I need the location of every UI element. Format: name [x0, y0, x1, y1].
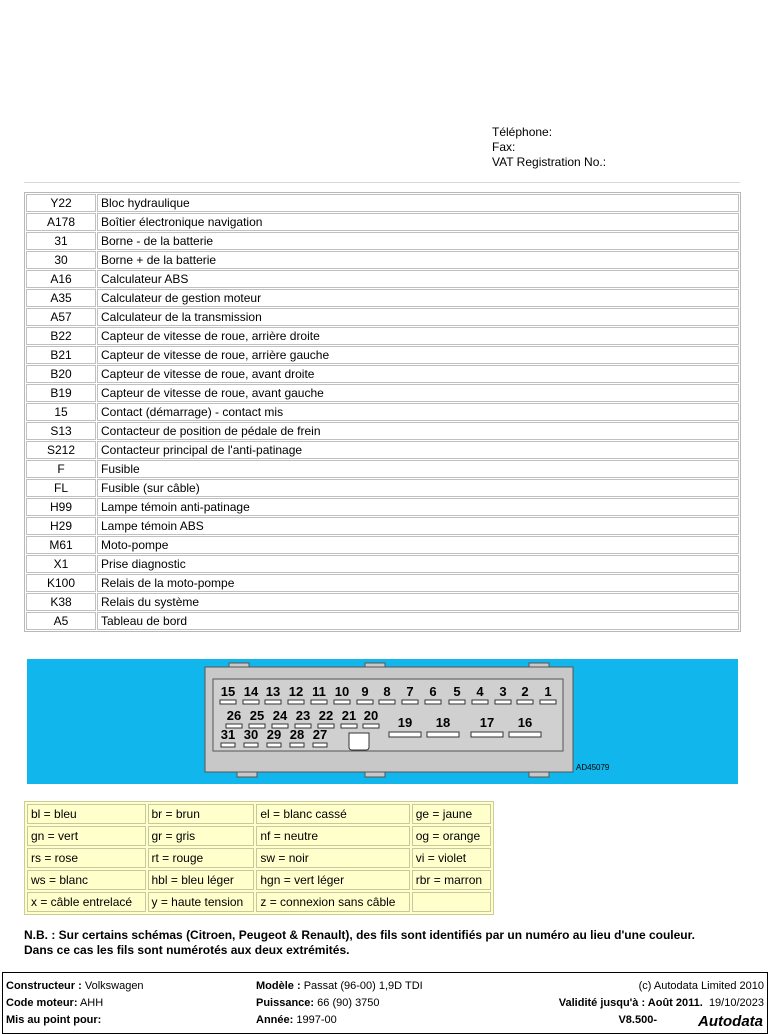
color-cell: br = brun [148, 804, 255, 824]
pin-label: 14 [243, 684, 259, 699]
pin-label: 17 [479, 715, 495, 730]
legend-row [26, 498, 739, 516]
pin-label: 8 [383, 684, 391, 699]
pin-label: 25 [249, 708, 265, 723]
pin-label: 22 [318, 708, 334, 723]
pin-slot [495, 700, 511, 704]
pin-label: 11 [312, 684, 326, 699]
color-row [27, 804, 491, 824]
color-cell: x = câble entrelacé [27, 892, 146, 912]
color-row [27, 892, 491, 912]
pin-label: 27 [312, 727, 328, 742]
pin-slot [220, 700, 236, 704]
pin-label: 30 [243, 727, 259, 742]
legend-row [26, 346, 739, 364]
pin-slot [425, 700, 441, 704]
legend-description: Capteur de vitesse de roue, arrière droite [97, 327, 739, 345]
legend-description: Fusible (sur câble) [97, 479, 739, 497]
legend-description: Lampe témoin anti-patinage [97, 498, 739, 516]
legend-row [26, 232, 739, 250]
legend-code: A178 [26, 213, 96, 231]
color-cell: sw = noir [256, 848, 409, 868]
legend-row [26, 289, 739, 307]
validite: Validité jusqu'à : Août 2011. 19/10/2023 [558, 997, 764, 1009]
pin-label: 4 [476, 684, 484, 699]
legend-code: X1 [26, 555, 96, 573]
legend-code: B20 [26, 365, 96, 383]
legend-row [26, 517, 739, 535]
legend-description: Bloc hydraulique [97, 194, 739, 212]
pin-label: 18 [435, 715, 451, 730]
legend-description: Relais de la moto-pompe [97, 574, 739, 592]
color-cell: gn = vert [27, 826, 146, 846]
legend-code: B19 [26, 384, 96, 402]
legend-description: Relais du système [97, 593, 739, 611]
legend-row [26, 612, 739, 630]
pin-slot [389, 732, 421, 737]
vat-label: VAT Registration No.: [492, 155, 607, 169]
legend-code: FL [26, 479, 96, 497]
legend-description: Capteur de vitesse de roue, avant gauche [97, 384, 739, 402]
annee: Année: 1997-00 [256, 1014, 337, 1026]
color-row [27, 870, 491, 890]
pin-label: 13 [265, 684, 281, 699]
pin-label: 28 [289, 727, 305, 742]
legend-code: M61 [26, 536, 96, 554]
color-cell: og = orange [412, 826, 491, 846]
legend-row [26, 327, 739, 345]
pin-label: 9 [361, 684, 369, 699]
legend-description: Calculateur ABS [97, 270, 739, 288]
modele: Modèle : Passat (96-00) 1,9D TDI [256, 980, 423, 992]
version: V8.500- [618, 1014, 657, 1026]
legend-row [26, 365, 739, 383]
pin-label: 3 [499, 684, 507, 699]
legend-description: Tableau de bord [97, 612, 739, 630]
legend-description: Lampe témoin ABS [97, 517, 739, 535]
legend-code: A5 [26, 612, 96, 630]
legend-code: A16 [26, 270, 96, 288]
note-line-1: N.B. : Sur certains schémas (Citroen, Peugeot & Renault), des fils sont identifiés par un numéro au lieu d'une couleur. [24, 928, 695, 942]
legend-row [26, 441, 739, 459]
color-row [27, 826, 491, 846]
legend-row [26, 270, 739, 288]
pin-label: 26 [226, 708, 242, 723]
color-cell: el = blanc cassé [256, 804, 409, 824]
legend-code: H29 [26, 517, 96, 535]
connector-svg [27, 659, 738, 784]
pin-slot [311, 700, 327, 704]
color-cell: rbr = marron [412, 870, 491, 890]
legend-row [26, 555, 739, 573]
legend-description: Contact (démarrage) - contact mis [97, 403, 739, 421]
legend-code: 31 [26, 232, 96, 250]
color-cell: rt = rouge [148, 848, 255, 868]
color-cell: hbl = bleu léger [148, 870, 255, 890]
legend-description: Contacteur principal de l'anti-patinage [97, 441, 739, 459]
legend-code: S13 [26, 422, 96, 440]
pin-slot [290, 743, 304, 747]
pin-slot [288, 700, 304, 704]
legend-code: Y22 [26, 194, 96, 212]
pin-label: 24 [272, 708, 288, 723]
legend-code: A35 [26, 289, 96, 307]
color-row [27, 848, 491, 868]
legend-description: Moto-pompe [97, 536, 739, 554]
legend-row [26, 384, 739, 402]
legend-description: Fusible [97, 460, 739, 478]
color-cell: nf = neutre [256, 826, 409, 846]
legend-code: 15 [26, 403, 96, 421]
connector-diagram [27, 659, 738, 784]
color-cell: y = haute tension [148, 892, 255, 912]
pin-label: 16 [517, 715, 533, 730]
copyright: (c) Autodata Limited 2010 [638, 980, 764, 992]
note-line-2: Dans ce cas les fils sont numérotés aux deux extrémités. [24, 943, 350, 957]
legend-description: Calculateur de gestion moteur [97, 289, 739, 307]
legend-row [26, 536, 739, 554]
legend-row [26, 479, 739, 497]
legend-row [26, 403, 739, 421]
color-cell: hgn = vert léger [256, 870, 409, 890]
pin-label: 21 [341, 708, 357, 723]
pin-label: 5 [453, 684, 461, 699]
legend-description: Calculateur de la transmission [97, 308, 739, 326]
legend-description: Borne + de la batterie [97, 251, 739, 269]
pin-label: 20 [363, 708, 379, 723]
legend-code: 30 [26, 251, 96, 269]
pin-slot [265, 700, 281, 704]
pin-label: 7 [406, 684, 414, 699]
pin-slot [267, 743, 281, 747]
color-cell: ge = jaune [412, 804, 491, 824]
pin-slot [379, 700, 395, 704]
pin-label: 10 [334, 684, 350, 699]
pin-slot [363, 724, 379, 728]
constructeur: Constructeur : Volkswagen [6, 980, 144, 992]
legend-code: B22 [26, 327, 96, 345]
legend-row [26, 593, 739, 611]
legend-description: Boîtier électronique navigation [97, 213, 739, 231]
pin-label: 15 [220, 684, 236, 699]
wire-color-table [24, 801, 494, 915]
color-cell [412, 892, 491, 912]
legend-row [26, 422, 739, 440]
pin-label: 12 [288, 684, 304, 699]
pin-slot [341, 724, 357, 728]
legend-description: Capteur de vitesse de roue, arrière gauche [97, 346, 739, 364]
pin-slot [427, 732, 459, 737]
pin-label: 1 [544, 684, 552, 699]
pin-slot [357, 700, 373, 704]
pin-slot [313, 743, 327, 747]
pin-label: 6 [429, 684, 437, 699]
pin-slot [243, 700, 259, 704]
code-moteur: Code moteur: AHH [6, 997, 104, 1009]
color-cell: gr = gris [148, 826, 255, 846]
legend-row [26, 194, 739, 212]
footer [2, 972, 768, 1034]
contact-block [492, 125, 606, 170]
pin-label: 2 [521, 684, 529, 699]
mis-au-point: Mis au point pour: [6, 1014, 102, 1026]
color-cell: ws = blanc [27, 870, 146, 890]
pin-slot [334, 700, 350, 704]
connector-key [349, 733, 369, 750]
legend-code: A57 [26, 308, 96, 326]
pin-slot [221, 743, 235, 747]
legend-row [26, 574, 739, 592]
pin-label: 19 [397, 715, 413, 730]
pin-label: 23 [295, 708, 311, 723]
legend-code: F [26, 460, 96, 478]
connector-ref: AD45079 [576, 763, 610, 772]
color-cell: vi = violet [412, 848, 491, 868]
legend-row [26, 308, 739, 326]
note [24, 928, 754, 958]
pin-label: 29 [266, 727, 282, 742]
legend-description: Capteur de vitesse de roue, avant droite [97, 365, 739, 383]
pin-slot [517, 700, 533, 704]
component-legend-table [24, 192, 741, 632]
legend-code: B21 [26, 346, 96, 364]
legend-row [26, 213, 739, 231]
pin-label: 31 [220, 727, 236, 742]
puissance: Puissance: 66 (90) 3750 [256, 997, 380, 1009]
fax-label: Fax: [492, 140, 516, 154]
color-cell: z = connexion sans câble [256, 892, 409, 912]
telephone-label: Téléphone: [492, 125, 553, 139]
color-cell: bl = bleu [27, 804, 146, 824]
divider [24, 182, 740, 183]
legend-code: H99 [26, 498, 96, 516]
legend-description: Prise diagnostic [97, 555, 739, 573]
pin-slot [402, 700, 418, 704]
legend-description: Borne - de la batterie [97, 232, 739, 250]
pin-slot [449, 700, 465, 704]
legend-code: S212 [26, 441, 96, 459]
legend-code: K38 [26, 593, 96, 611]
pin-slot [471, 732, 503, 737]
legend-description: Contacteur de position de pédale de frein [97, 422, 739, 440]
color-cell: rs = rose [27, 848, 146, 868]
pin-slot [509, 732, 541, 737]
autodata-logo: Autodata [698, 1013, 763, 1030]
pin-slot [472, 700, 488, 704]
legend-code: K100 [26, 574, 96, 592]
pin-slot [244, 743, 258, 747]
legend-row [26, 251, 739, 269]
legend-row [26, 460, 739, 478]
pin-slot [540, 700, 556, 704]
